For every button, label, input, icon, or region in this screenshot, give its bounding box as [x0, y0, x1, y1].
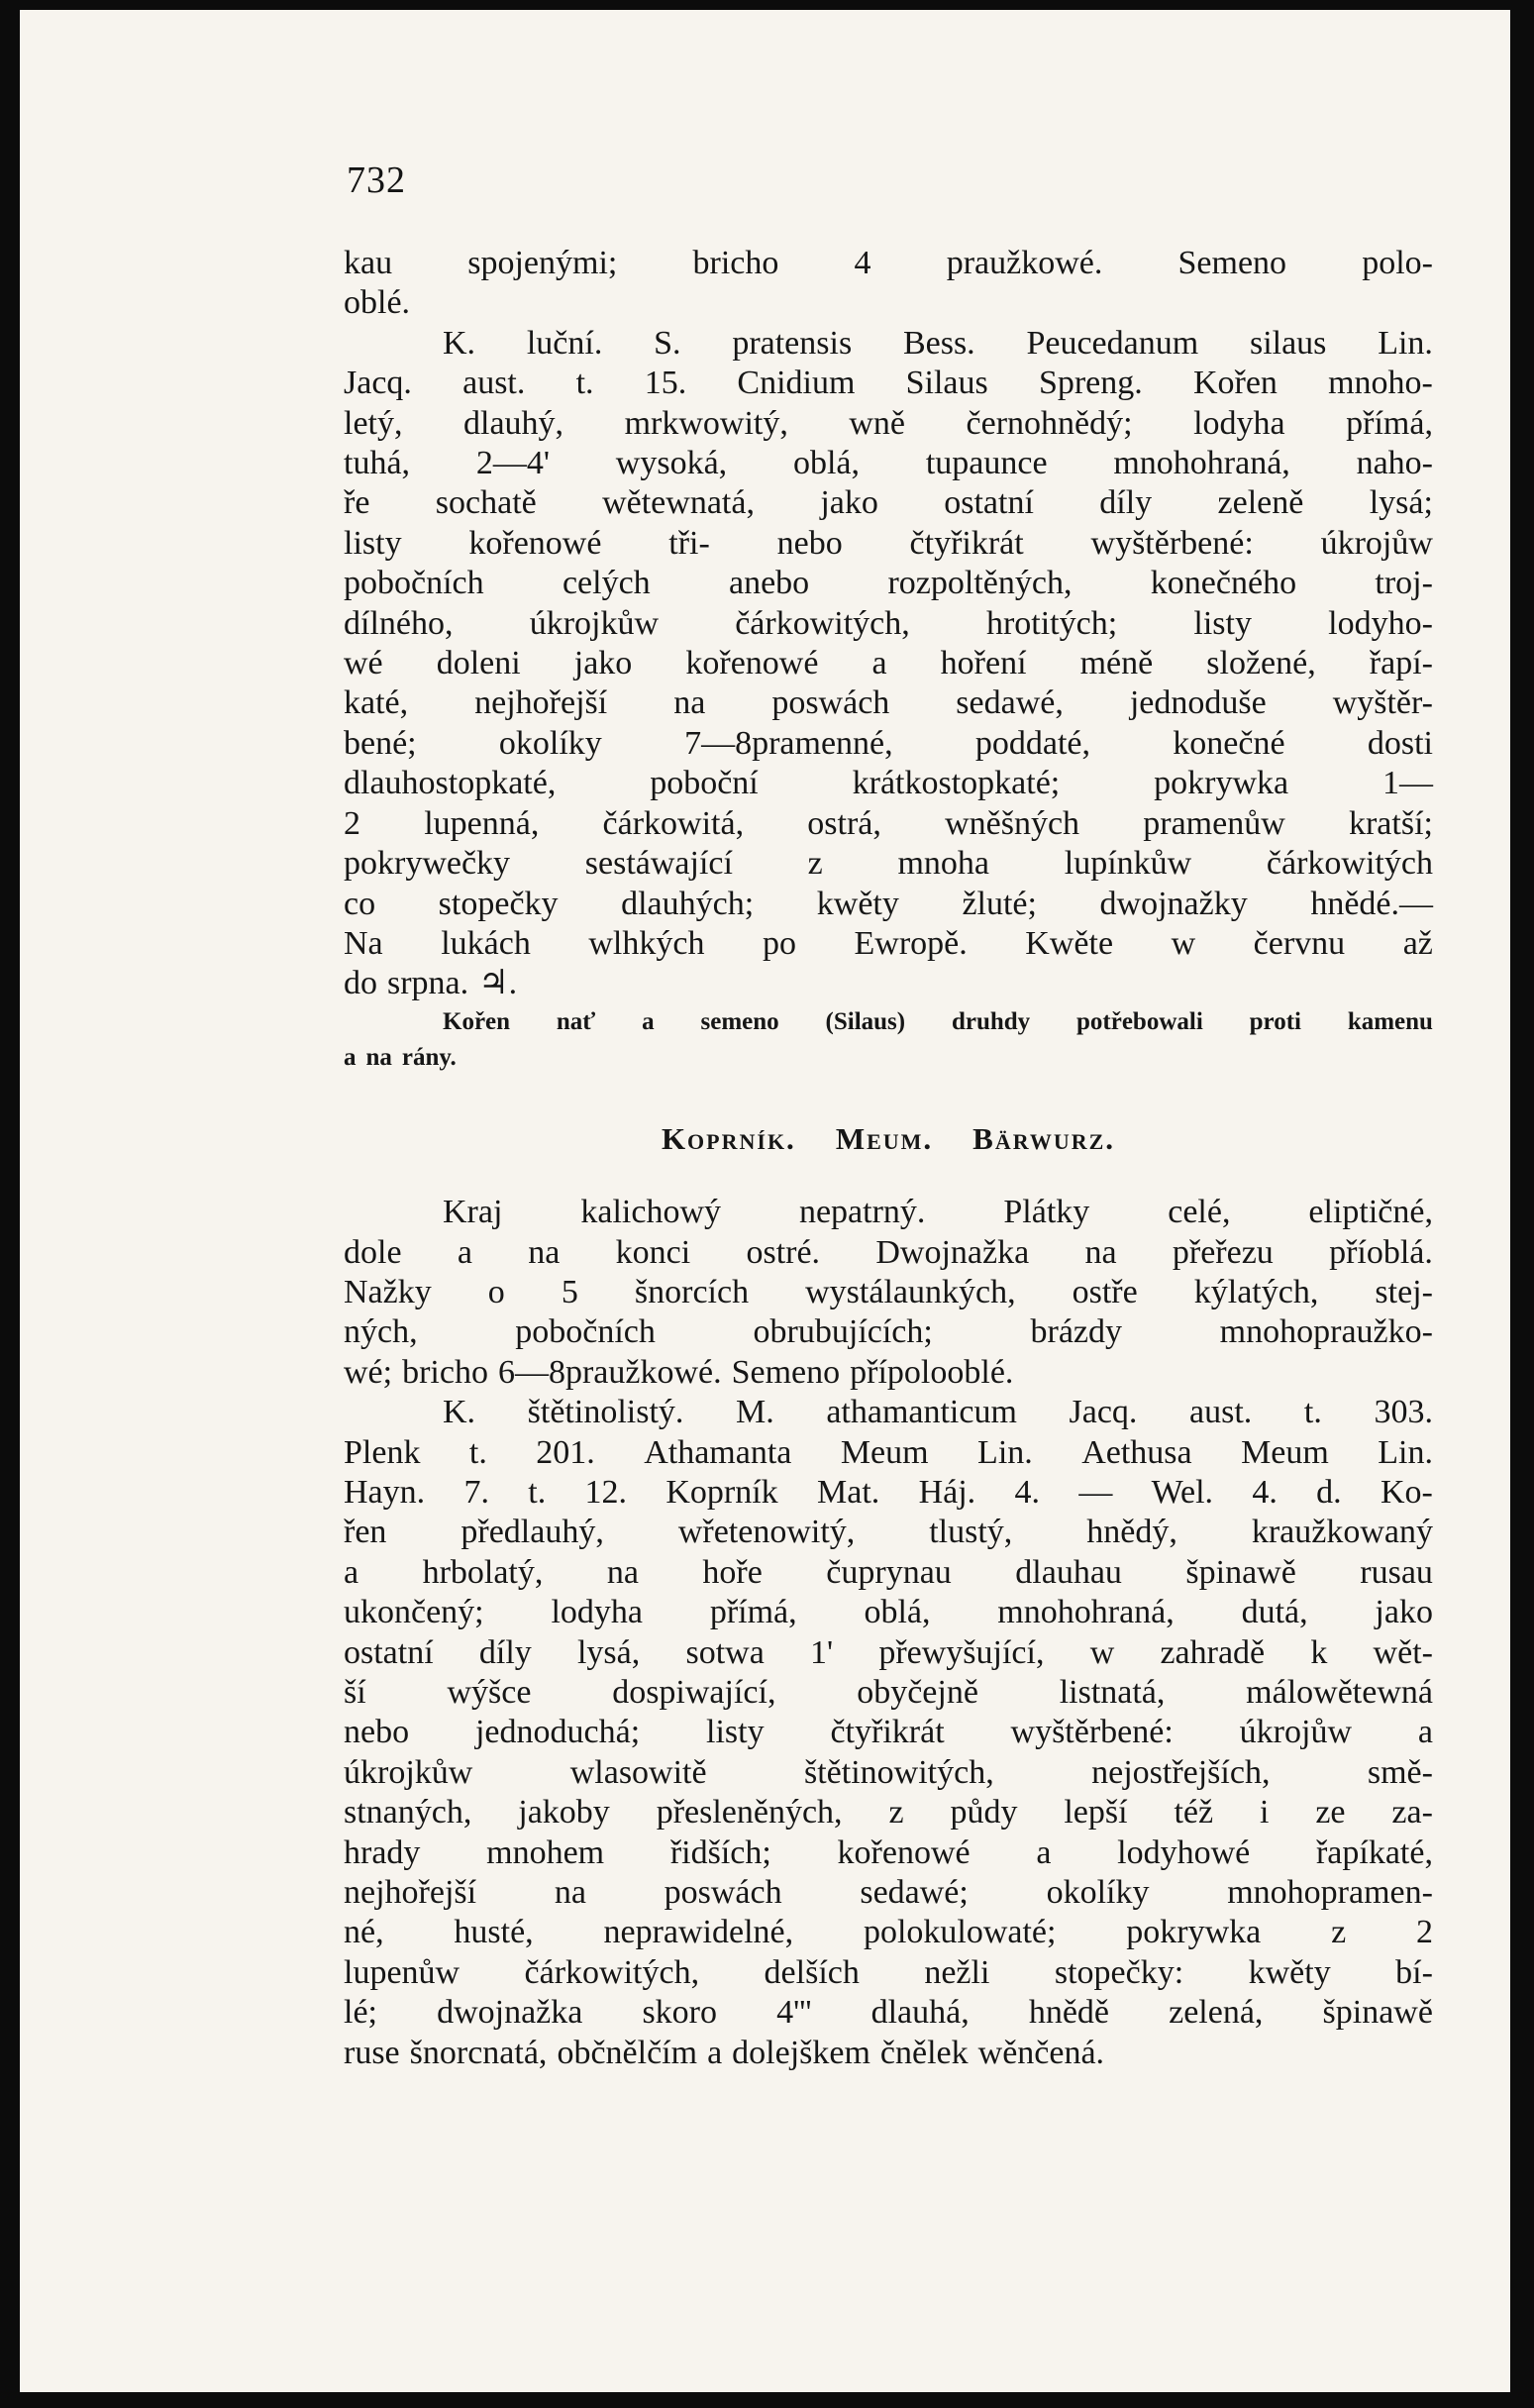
- text-line: stnaných, jakoby přesleněných, z půdy lepší též i ze za-: [344, 1794, 1433, 1832]
- text-line: co stopečky dlauhých; kwěty žluté; dwojnažky hnědé.—: [344, 885, 1433, 922]
- text-line: ře sochatě wětewnatá, jako ostatní díly zeleně lysá;: [344, 484, 1433, 522]
- text-line: Kraj kalichowý nepatrný. Plátky celé, eliptičné,: [443, 1194, 1433, 1231]
- paragraph-4: [344, 1393, 1433, 2073]
- text-line: dole a na konci ostré. Dwojnažka na přeřezu příoblá.: [344, 1233, 1433, 1271]
- text-line: 2 lupenná, čárkowitá, ostrá, wněšných pramenůw kratší;: [344, 804, 1433, 842]
- text-line: bené; okolíky 7—8pramenné, poddaté, konečné dosti: [344, 724, 1433, 762]
- text-line: ruse šnorcnatá, občnělčím a dolejškem čnělek wěnčená.: [344, 2034, 1105, 2071]
- paragraph-3: [344, 1193, 1433, 1393]
- text-line: Nažky o 5 šnorcích wystálaunkých, ostře kýlatých, stej-: [344, 1273, 1433, 1310]
- text-line: hrady mnohem řidších; kořenowé a lodyhowé řapíkaté,: [344, 1833, 1433, 1871]
- text-line: pokrywečky sestáwající z mnoha lupínkůw čárkowitých: [344, 845, 1433, 883]
- text-line: K. štětinolistý. M. athamanticum Jacq. aust. t. 303.: [443, 1394, 1433, 1431]
- genus-german: Bärwurz.: [972, 1120, 1116, 1156]
- text-line: a hrbolatý, na hoře čuprynau dlauhau špinawě rusau: [344, 1553, 1433, 1591]
- genus-czech: Koprník.: [661, 1120, 796, 1156]
- footnote: [344, 1004, 1433, 1076]
- text-line: K. luční. S. pratensis Bess. Peucedanum silaus Lin.: [443, 324, 1433, 362]
- text-line: ostatní díly lysá, sotwa 1' přewyšující, w zahradě k wět-: [344, 1633, 1433, 1671]
- text-line: lupenůw čárkowitých, delších nežli stopečky: kwěty bí-: [344, 1953, 1433, 1991]
- text-line: kau spojenými; bricho 4 praužkowé. Semeno polo-: [344, 245, 1433, 281]
- footnote-line: a na rány.: [344, 1043, 457, 1071]
- text-line: tuhá, 2—4' wysoká, oblá, tupaunce mnohohraná, naho-: [344, 445, 1433, 482]
- genus-heading: [344, 1119, 1433, 1159]
- text-line: nebo jednoduchá; listy čtyřikrát wyštěrbené: úkrojůw a: [344, 1714, 1433, 1751]
- text-line: nejhořejší na poswách sedawé; okolíky mnohopramen-: [344, 1874, 1433, 1912]
- text-line: pobočních celých anebo rozpoltěných, konečného troj-: [344, 565, 1433, 602]
- text-line: letý, dlauhý, mrkwowitý, wně černohnědý; lodyha přímá,: [344, 404, 1433, 442]
- text-line: né, husté, neprawidelné, polokulowaté; pokrywka z 2: [344, 1914, 1433, 1951]
- text-line: oblé.: [344, 284, 411, 322]
- text-line: Hayn. 7. t. 12. Koprník Mat. Háj. 4. — Wel. 4. d. Ko-: [344, 1473, 1433, 1511]
- text-line: Plenk t. 201. Athamanta Meum Lin. Aethusa Meum Lin.: [344, 1433, 1433, 1471]
- book-page: [20, 10, 1510, 2392]
- text-line: dílného, úkrojkůw čárkowitých, hrotitých; listy lodyho-: [344, 604, 1433, 642]
- genus-latin: Meum.: [835, 1120, 934, 1156]
- page-number: 732: [347, 159, 406, 201]
- text-line: wé doleni jako kořenowé a hoření méně složené, řapí-: [344, 645, 1433, 682]
- text-line: do srpna. ♃.: [344, 965, 518, 1002]
- text-line: ukončený; lodyha přímá, oblá, mnohohraná, dutá, jako: [344, 1594, 1433, 1631]
- paragraph-2: [344, 324, 1433, 1004]
- text-line: úkrojkůw wlasowitě štětinowitých, nejostřejších, smě-: [344, 1753, 1433, 1791]
- text-line: lé; dwojnažka skoro 4''' dlauhá, hnědě zelená, špinawě: [344, 1994, 1433, 2032]
- text-block: [344, 244, 1433, 2073]
- text-line: listy kořenowé tři- nebo čtyřikrát wyštěrbené: úkrojůw: [344, 524, 1433, 562]
- text-line: Na lukách wlhkých po Ewropě. Kwěte w červnu až: [344, 924, 1433, 962]
- text-line: wé; bricho 6—8praužkowé. Semeno přípolooblé.: [344, 1353, 1014, 1391]
- text-line: ných, pobočních obrubujících; brázdy mnohopraužko-: [344, 1313, 1433, 1351]
- footnote-line: Kořen nať a semeno (Silaus) druhdy potřebowali proti kamenu: [443, 1007, 1433, 1035]
- text-line: ší wýšce dospiwající, obyčejně listnatá, málowětewná: [344, 1674, 1433, 1711]
- text-line: dlauhostopkaté, poboční krátkostopkaté; pokrywka 1—: [344, 765, 1433, 802]
- paragraph-1: [344, 244, 1433, 324]
- text-line: katé, nejhořejší na poswách sedawé, jednoduše wyštěr-: [344, 684, 1433, 722]
- text-line: Jacq. aust. t. 15. Cnidium Silaus Spreng. Kořen mnoho-: [344, 365, 1433, 402]
- text-line: řen předlauhý, wřetenowitý, tlustý, hnědý, kraužkowaný: [344, 1514, 1433, 1551]
